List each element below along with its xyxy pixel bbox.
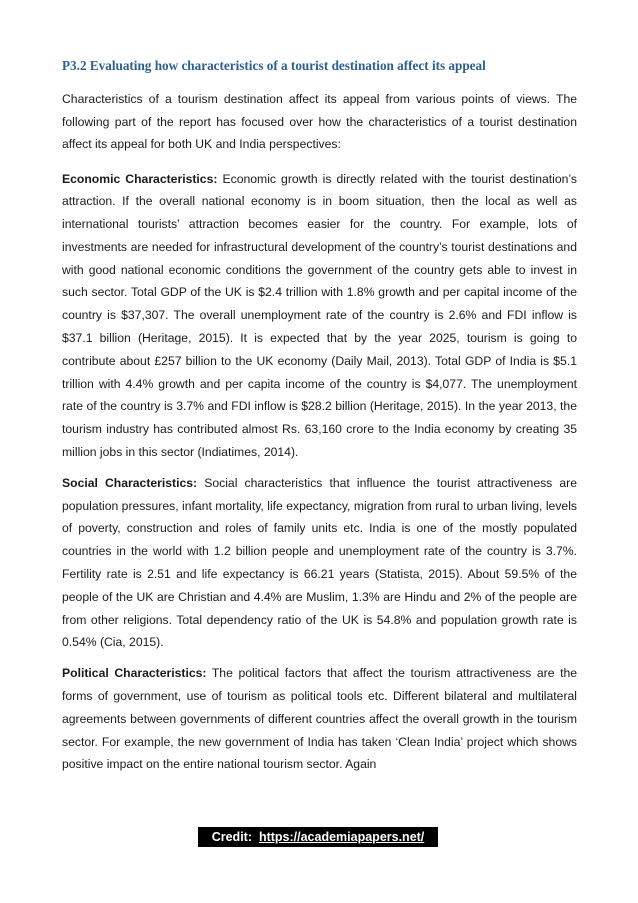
document-page: [62, 58, 577, 784]
political-paragraph: [62, 662, 577, 776]
political-text: The political factors that affect the tourism attractiveness are the forms of government, use of tourism as political tools etc. Different bilateral and multilateral agreements between governments of different countries affect the overall growth in the tourism sector. For example, the new government of India has taken ‘Clean India’ project which shows positive impact on the entire national tourism sector. Again: [62, 666, 578, 772]
credit-label: Credit:: [211, 830, 252, 844]
social-label: Social Characteristics:: [62, 475, 198, 490]
economic-paragraph: [62, 168, 577, 464]
section-heading: P3.2 Evaluating how characteristics of a tourist destination affect its appeal: [62, 58, 486, 73]
economic-label: Economic Characteristics:: [62, 171, 218, 186]
economic-text: Economic growth is directly related with the tourist destination’s attraction. If the overall national economy is in boom situation, then the local as well as international tourists’ attraction becomes easier for the country. For example, lots of investments are needed for infrastructural development of the country’s tourist destinations and with good national economic conditions the government of the country gets able to invest in such sector. Total GDP of the UK is $2.4 trillion with 1.8% growth and per capital income of the country is $37,307. The overall unemployment rate of the country is 2.6% and FDI inflow is $37.1 billion (Heritage, 2015). It is expected that by the year 2025, tourism is going to contribute about £257 billion to the UK economy (Daily Mail, 2013). Total GDP of India is $5.1 trillion with 4.4% growth and per capita income of the country is $4,077. The unemployment rate of the country is 3.7% and FDI inflow is $28.2 billion (Heritage, 2015). In the year 2013, the tourism industry has contributed almost Rs. 63,160 crore to the India economy by creating 35 million jobs in this sector (Indiatimes, 2014).: [62, 171, 577, 460]
intro-paragraph: Characteristics of a tourism destination affect its appeal from various points of views. The following part of the report has focused over how the characteristics of a tourist destination affect its appeal for both UK and India perspectives:: [62, 92, 577, 151]
credit-link[interactable]: https://academiapapers.net/: [258, 830, 425, 844]
political-label: Political Characteristics:: [62, 666, 207, 681]
social-paragraph: [62, 472, 577, 654]
social-text: Social characteristics that influence the tourist attractiveness are population pressures, infant mortality, life expectancy, migration from rural to urban living, levels of poverty, construction and roles of family units etc. India is one of the mostly populated countries in the world with 1.2 billion people and unemployment rate of the country is 3.7%. Fertility rate is 2.51 and life expectancy is 66.21 years (Statista, 2015). About 59.5% of the people of the UK are Christian and 4.4% are Muslim, 1.3% are Hindu and 2% of the people are from other religions. Total dependency ratio of the UK is 54.8% and population growth rate is 0.54% (Cia, 2015).: [62, 475, 577, 650]
credit-banner: [198, 827, 438, 847]
